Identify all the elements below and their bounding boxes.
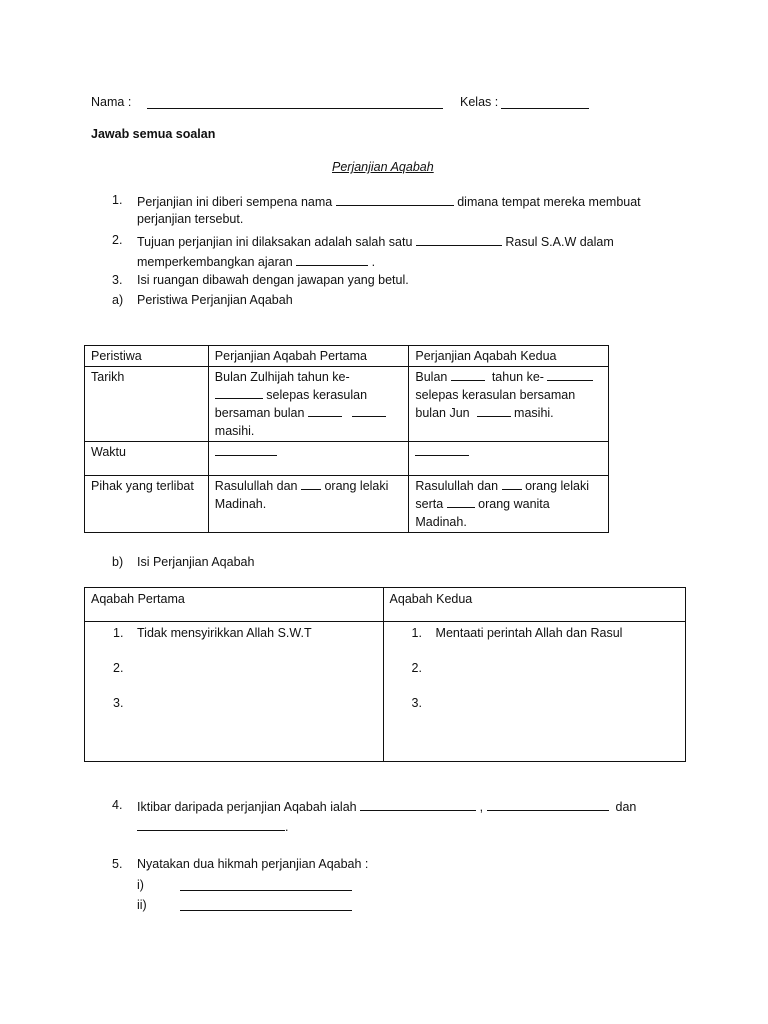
- instruction: Jawab semua soalan: [91, 127, 216, 141]
- th-aqabah-pertama: Perjanjian Aqabah Pertama: [208, 346, 409, 367]
- pihak-kedua-blank1[interactable]: [502, 477, 522, 490]
- kelas-label: Kelas :: [460, 95, 499, 109]
- isi-pertama-item-2[interactable]: [113, 659, 377, 694]
- q5-i-blank[interactable]: [180, 878, 352, 891]
- tarikh-pertama-blank3[interactable]: [352, 404, 386, 417]
- row-pihak-label: Pihak yang terlibat: [85, 476, 209, 533]
- pihak-kedua-text2: orang lelaki: [525, 479, 589, 493]
- waktu-pertama: [208, 442, 409, 476]
- tarikh-pertama-blank1[interactable]: [215, 386, 263, 399]
- tarikh-pertama-text2: selepas kerasulan: [266, 388, 368, 402]
- isi-kedua-list: [383, 622, 685, 762]
- pihak-pertama-line1: [215, 477, 403, 495]
- q4-comma: ,: [479, 800, 484, 814]
- isi-kedua-text-1: Mentaati perintah Allah dan Rasul: [435, 626, 623, 640]
- pihak-kedua: [409, 476, 609, 533]
- q4-blank2[interactable]: [487, 798, 609, 811]
- tarikh-pertama-line3: [215, 404, 403, 422]
- q2-text: [137, 233, 614, 249]
- isi-pertama-num-3: 3.: [113, 696, 124, 710]
- pihak-kedua-line3: Madinah.: [415, 515, 467, 529]
- q3-text: Isi ruangan dibawah dengan jawapan yang betul.: [137, 273, 409, 287]
- q1-number: 1.: [112, 193, 123, 207]
- kelas-field[interactable]: [501, 96, 589, 109]
- q2-blank1[interactable]: [416, 233, 502, 246]
- tarikh-pertama-line1: Bulan Zulhijah tahun ke-: [214, 370, 350, 384]
- q4-line2: [137, 818, 288, 834]
- th-aqabah-pertama-isi: Aqabah Pertama: [85, 588, 384, 622]
- tarikh-pertama-text3: bersaman bulan: [214, 406, 305, 420]
- q5-number: 5.: [112, 857, 123, 871]
- q4-end: .: [285, 820, 289, 834]
- q5-text: Nyatakan dua hikmah perjanjian Aqabah :: [137, 857, 369, 871]
- isi-kedua-item-1: [412, 624, 679, 659]
- page-title: Perjanjian Aqabah: [332, 160, 434, 174]
- pihak-pertama-line2: Madinah.: [214, 497, 267, 511]
- q5-ii-label: ii): [137, 898, 147, 912]
- q1-blank[interactable]: [336, 193, 454, 206]
- pihak-kedua-text1: Rasulullah dan: [415, 479, 499, 493]
- qa-number: a): [112, 293, 124, 307]
- pihak-kedua-blank2[interactable]: [447, 495, 475, 508]
- isi-kedua-num-2: 2.: [411, 661, 422, 675]
- qa-text: Peristiwa Perjanjian Aqabah: [137, 293, 293, 307]
- isi-kedua-num-3: 3.: [411, 696, 422, 710]
- tarikh-kedua-line3: [415, 404, 602, 422]
- th-peristiwa: Peristiwa: [85, 346, 209, 367]
- isi-pertama-text-1: Tidak mensyirikkan Allah S.W.T: [137, 626, 312, 640]
- tarikh-kedua-blank1[interactable]: [451, 368, 485, 381]
- th-aqabah-kedua: Perjanjian Aqabah Kedua: [409, 346, 609, 367]
- tarikh-kedua-blank2[interactable]: [547, 368, 593, 381]
- q5-ii-blank[interactable]: [180, 898, 352, 911]
- pihak-kedua-line1: [415, 477, 602, 495]
- row-tarikh-label: Tarikh: [85, 367, 209, 442]
- q2-line2-text: memperkembangkan ajaran: [137, 255, 293, 269]
- waktu-pertama-blank[interactable]: [215, 443, 277, 456]
- waktu-kedua: [409, 442, 609, 476]
- tarikh-kedua-text1: Bulan: [415, 370, 448, 384]
- nama-field[interactable]: [147, 96, 443, 109]
- isi-pertama-item-3[interactable]: [113, 694, 377, 729]
- q2-part2: Rasul S.A.W dalam: [505, 235, 614, 249]
- tarikh-kedua-text2: tahun ke-: [491, 370, 544, 384]
- tarikh-kedua-line2: selepas kerasulan bersaman: [415, 388, 576, 402]
- q1-part1: Perjanjian ini diberi sempena nama: [137, 195, 333, 209]
- pihak-pertama-text1: Rasulullah dan: [214, 479, 298, 493]
- q4-blank1[interactable]: [360, 798, 476, 811]
- isi-kedua-item-2[interactable]: [412, 659, 679, 694]
- isi-pertama-item-1: [113, 624, 377, 659]
- isi-pertama-num-1: 1.: [113, 626, 124, 640]
- q2-part1: Tujuan perjanjian ini dilaksakan adalah salah satu: [137, 235, 413, 249]
- q1-part2: dimana tempat mereka membuat: [457, 195, 641, 209]
- q2-line2: [137, 253, 375, 269]
- q5-i-label: i): [137, 878, 144, 892]
- tarikh-pertama: [208, 367, 409, 442]
- q2-line2-end: .: [371, 255, 376, 269]
- pihak-kedua-text3: serta: [415, 497, 444, 511]
- th-aqabah-kedua-isi: Aqabah Kedua: [383, 588, 685, 622]
- q4-text: [137, 798, 636, 814]
- tarikh-kedua-blank3[interactable]: [477, 404, 511, 417]
- pihak-kedua-line2: [415, 495, 602, 513]
- tarikh-kedua-text3: bulan Jun: [415, 406, 470, 420]
- isi-perjanjian-table: [84, 587, 686, 762]
- pihak-pertama-blank[interactable]: [301, 477, 321, 490]
- pihak-pertama: [208, 476, 409, 533]
- isi-pertama-num-2: 2.: [113, 661, 124, 675]
- q4-part1: Iktibar daripada perjanjian Aqabah ialah: [137, 800, 357, 814]
- q4-blank3[interactable]: [137, 818, 285, 831]
- isi-pertama-list: [85, 622, 384, 762]
- tarikh-pertama-line4: masihi.: [214, 424, 255, 438]
- tarikh-kedua-text4: masihi.: [514, 406, 554, 420]
- q4-dan: dan: [615, 800, 637, 814]
- q2-blank2[interactable]: [296, 253, 368, 266]
- row-waktu-label: Waktu: [85, 442, 209, 476]
- tarikh-kedua: [409, 367, 609, 442]
- q4-number: 4.: [112, 798, 123, 812]
- nama-label: Nama :: [91, 95, 132, 109]
- q2-number: 2.: [112, 233, 123, 247]
- tarikh-kedua-line1: [415, 368, 602, 386]
- tarikh-pertama-line2: [215, 386, 403, 404]
- qb-text: Isi Perjanjian Aqabah: [137, 555, 255, 569]
- q1-text: [137, 193, 641, 209]
- peristiwa-table: [84, 345, 609, 533]
- tarikh-pertama-blank2[interactable]: [308, 404, 342, 417]
- waktu-kedua-blank[interactable]: [415, 443, 469, 456]
- pihak-kedua-text4: orang wanita: [478, 497, 550, 511]
- q3-number: 3.: [112, 273, 123, 287]
- qb-number: b): [112, 555, 124, 569]
- q1-line2: perjanjian tersebut.: [137, 212, 244, 226]
- isi-kedua-num-1: 1.: [411, 626, 422, 640]
- isi-kedua-item-3[interactable]: [412, 694, 679, 729]
- pihak-pertama-text2: orang lelaki: [324, 479, 389, 493]
